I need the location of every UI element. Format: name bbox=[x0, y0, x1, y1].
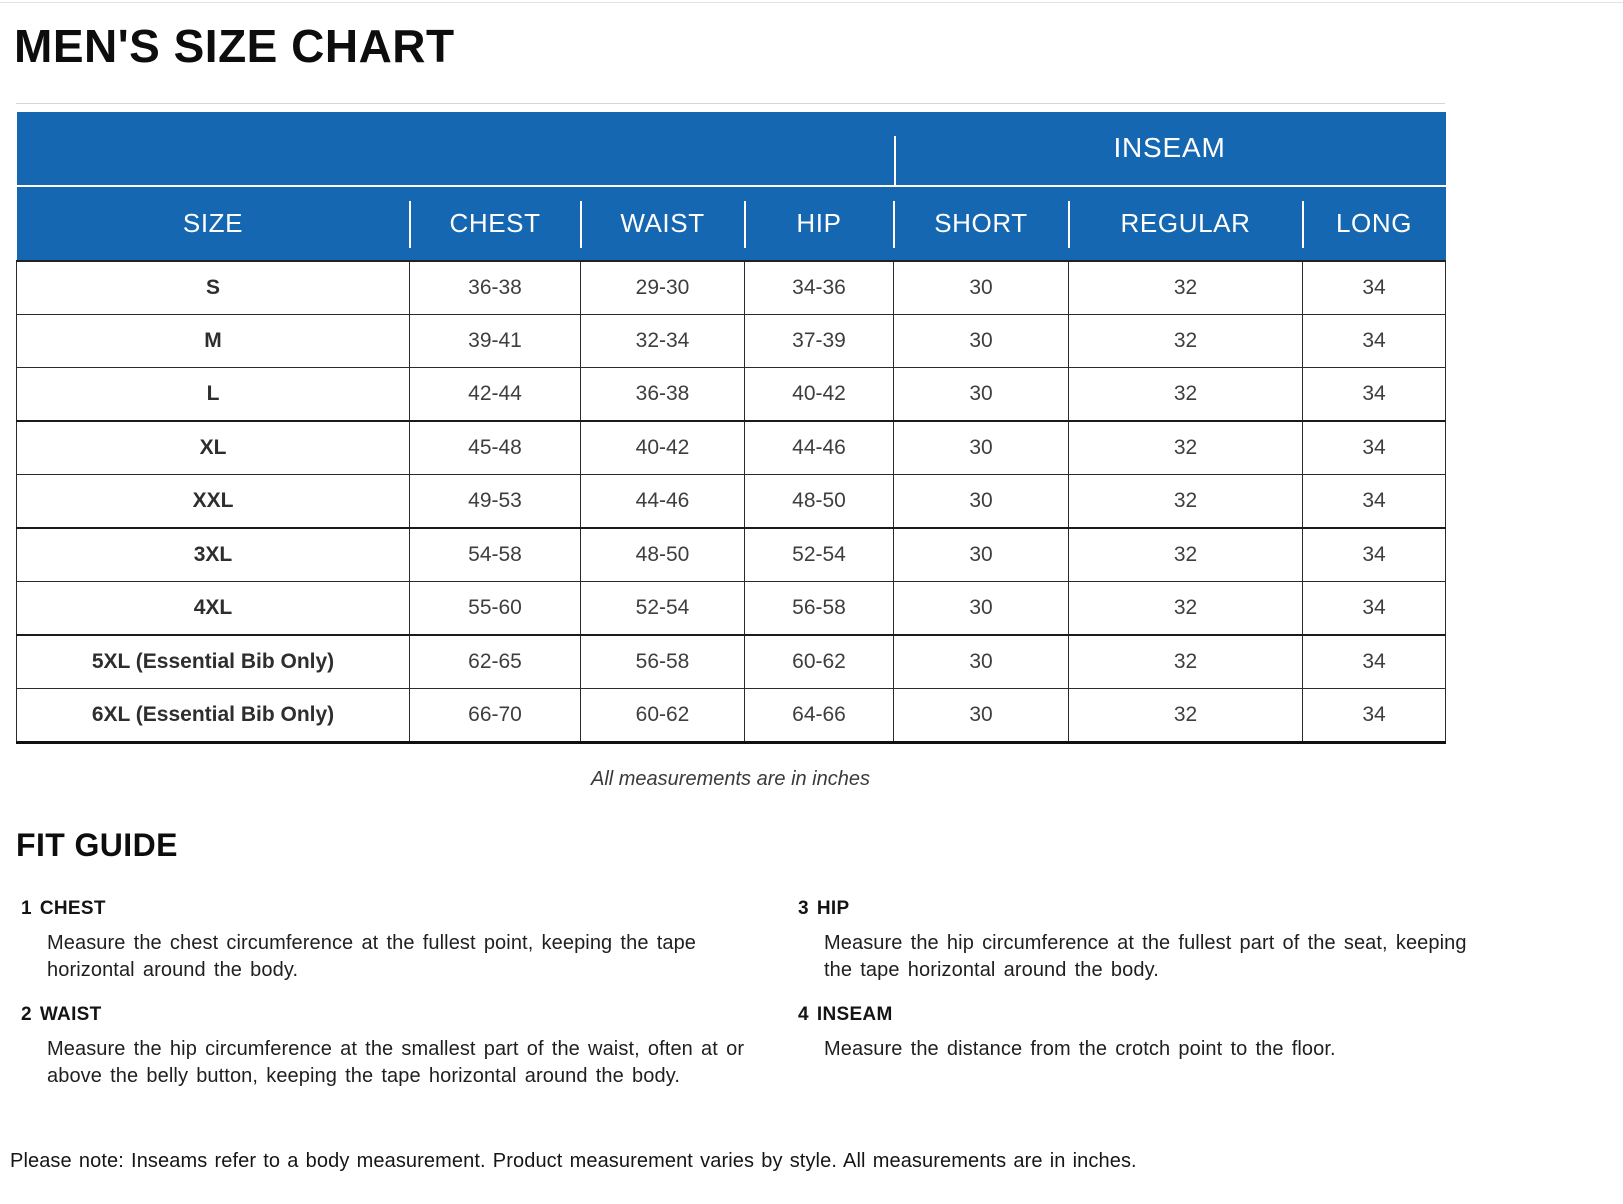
cell-chest: 55-60 bbox=[410, 581, 581, 635]
cell-long: 34 bbox=[1303, 314, 1446, 367]
col-header-short: SHORT bbox=[894, 186, 1069, 261]
inseam-header-spacer bbox=[17, 112, 894, 186]
cell-size: 5XL (Essential Bib Only) bbox=[17, 635, 410, 689]
cell-short: 30 bbox=[894, 474, 1069, 528]
cell-short: 30 bbox=[894, 635, 1069, 689]
cell-long: 34 bbox=[1303, 421, 1446, 475]
cell-long: 34 bbox=[1303, 367, 1446, 421]
fit-guide-label: INSEAM bbox=[816, 1003, 893, 1025]
cell-regular: 32 bbox=[1069, 421, 1303, 475]
cell-short: 30 bbox=[894, 421, 1069, 475]
fit-guide-number: 4 bbox=[798, 1003, 809, 1025]
size-chart-page bbox=[0, 2, 1623, 1173]
cell-waist: 56-58 bbox=[581, 635, 745, 689]
fit-guide-number: 2 bbox=[21, 1003, 32, 1025]
cell-chest: 42-44 bbox=[410, 367, 581, 421]
size-table bbox=[16, 112, 1446, 744]
cell-waist: 60-62 bbox=[581, 688, 745, 742]
fit-guide-item-inseam bbox=[798, 1004, 1623, 1090]
cell-size: S bbox=[17, 261, 410, 315]
inseam-header-row bbox=[17, 112, 1446, 186]
fit-guide-title: FIT GUIDE bbox=[16, 826, 178, 863]
cell-size: 6XL (Essential Bib Only) bbox=[17, 688, 410, 742]
cell-regular: 32 bbox=[1069, 474, 1303, 528]
cell-short: 30 bbox=[894, 261, 1069, 315]
cell-hip: 56-58 bbox=[745, 581, 894, 635]
table-row-3xl bbox=[17, 528, 1446, 582]
cell-long: 34 bbox=[1303, 581, 1446, 635]
fit-guide-heading bbox=[798, 1004, 1623, 1026]
cell-long: 34 bbox=[1303, 528, 1446, 582]
fit-guide-number: 1 bbox=[21, 897, 32, 919]
cell-long: 34 bbox=[1303, 261, 1446, 315]
cell-chest: 66-70 bbox=[410, 688, 581, 742]
col-header-waist: WAIST bbox=[581, 186, 745, 261]
cell-size: 3XL bbox=[17, 528, 410, 582]
cell-waist: 32-34 bbox=[581, 314, 745, 367]
cell-hip: 64-66 bbox=[745, 688, 894, 742]
cell-chest: 49-53 bbox=[410, 474, 581, 528]
page-title: MEN'S SIZE CHART bbox=[14, 20, 455, 72]
size-table-body bbox=[17, 261, 1446, 743]
cell-hip: 48-50 bbox=[745, 474, 894, 528]
cell-waist: 44-46 bbox=[581, 474, 745, 528]
table-row-xl bbox=[17, 421, 1446, 475]
fit-guide-number: 3 bbox=[798, 897, 809, 919]
cell-size: XXL bbox=[17, 474, 410, 528]
cell-chest: 36-38 bbox=[410, 261, 581, 315]
col-header-regular: REGULAR bbox=[1069, 186, 1303, 261]
cell-regular: 32 bbox=[1069, 261, 1303, 315]
measurements-note: All measurements are in inches bbox=[590, 767, 870, 790]
fit-guide-item-hip bbox=[798, 898, 1623, 984]
size-table-section bbox=[0, 103, 1623, 791]
col-header-chest: CHEST bbox=[410, 186, 581, 261]
table-row-4xl bbox=[17, 581, 1446, 635]
cell-size: M bbox=[17, 314, 410, 367]
cell-long: 34 bbox=[1303, 474, 1446, 528]
cell-short: 30 bbox=[894, 581, 1069, 635]
cell-hip: 60-62 bbox=[745, 635, 894, 689]
fit-guide bbox=[21, 898, 1623, 1090]
cell-short: 30 bbox=[894, 528, 1069, 582]
fit-guide-heading bbox=[798, 898, 1623, 920]
column-header-row bbox=[17, 186, 1446, 261]
cell-regular: 32 bbox=[1069, 635, 1303, 689]
fit-guide-label: CHEST bbox=[39, 897, 106, 919]
table-row-xxl bbox=[17, 474, 1446, 528]
cell-size: L bbox=[17, 367, 410, 421]
cell-hip: 34-36 bbox=[745, 261, 894, 315]
cell-long: 34 bbox=[1303, 635, 1446, 689]
table-row-6xl bbox=[17, 688, 1446, 742]
table-row-l bbox=[17, 367, 1446, 421]
cell-waist: 29-30 bbox=[581, 261, 745, 315]
cell-chest: 62-65 bbox=[410, 635, 581, 689]
fit-guide-text: Measure the hip circumference at the smallest part of the waist, often at or above the belly button, keeping the tape horizontal around the body. bbox=[47, 1037, 745, 1087]
size-table-header bbox=[17, 112, 1446, 261]
cell-chest: 45-48 bbox=[410, 421, 581, 475]
table-top-divider bbox=[16, 103, 1445, 104]
cell-waist: 36-38 bbox=[581, 367, 745, 421]
fit-guide-text: Measure the distance from the crotch point to the floor. bbox=[824, 1037, 1336, 1060]
cell-regular: 32 bbox=[1069, 528, 1303, 582]
cell-regular: 32 bbox=[1069, 688, 1303, 742]
fit-guide-text: Measure the chest circumference at the fullest point, keeping the tape horizontal around the body. bbox=[47, 931, 697, 981]
cell-hip: 52-54 bbox=[745, 528, 894, 582]
table-row-m bbox=[17, 314, 1446, 367]
col-header-hip: HIP bbox=[745, 186, 894, 261]
col-header-long: LONG bbox=[1303, 186, 1446, 261]
fit-guide-heading bbox=[21, 898, 798, 920]
cell-size: XL bbox=[17, 421, 410, 475]
cell-hip: 44-46 bbox=[745, 421, 894, 475]
page-top-divider bbox=[0, 2, 1623, 3]
col-header-size: SIZE bbox=[17, 186, 410, 261]
inseam-header: INSEAM bbox=[894, 112, 1446, 186]
table-row-s bbox=[17, 261, 1446, 315]
cell-regular: 32 bbox=[1069, 367, 1303, 421]
cell-long: 34 bbox=[1303, 688, 1446, 742]
fit-guide-heading bbox=[21, 1004, 798, 1026]
footer-note: Please note: Inseams refer to a body measurement. Product measurement varies by style. All measurements are in inches. bbox=[10, 1149, 1137, 1172]
cell-chest: 39-41 bbox=[410, 314, 581, 367]
cell-waist: 52-54 bbox=[581, 581, 745, 635]
cell-regular: 32 bbox=[1069, 581, 1303, 635]
cell-regular: 32 bbox=[1069, 314, 1303, 367]
table-row-5xl bbox=[17, 635, 1446, 689]
cell-size: 4XL bbox=[17, 581, 410, 635]
cell-waist: 40-42 bbox=[581, 421, 745, 475]
fit-guide-label: HIP bbox=[816, 897, 850, 919]
fit-guide-text: Measure the hip circumference at the fullest part of the seat, keeping the tape horizontal around the body. bbox=[824, 931, 1467, 981]
cell-waist: 48-50 bbox=[581, 528, 745, 582]
cell-short: 30 bbox=[894, 367, 1069, 421]
cell-short: 30 bbox=[894, 314, 1069, 367]
fit-guide-item-waist bbox=[21, 1004, 798, 1090]
cell-hip: 37-39 bbox=[745, 314, 894, 367]
cell-chest: 54-58 bbox=[410, 528, 581, 582]
cell-hip: 40-42 bbox=[745, 367, 894, 421]
cell-short: 30 bbox=[894, 688, 1069, 742]
fit-guide-item-chest bbox=[21, 898, 798, 984]
fit-guide-label: WAIST bbox=[39, 1003, 102, 1025]
